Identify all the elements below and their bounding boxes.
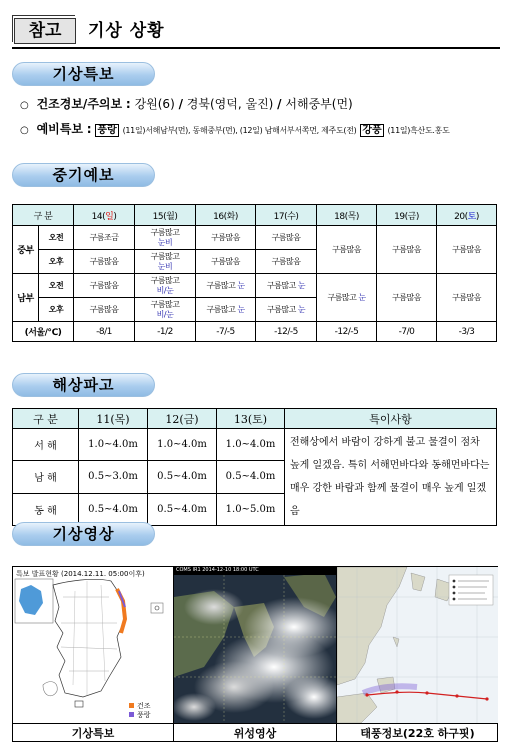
ampm-label: 오후 — [39, 250, 74, 274]
forecast-cell: 구름많고 눈 — [196, 298, 256, 322]
header-cell: 13(토) — [217, 409, 285, 429]
legend-wave: 풍랑 — [137, 711, 151, 719]
forecast-cell: 구름많음 — [74, 250, 135, 274]
temperature-cell: -7/0 — [377, 322, 437, 342]
forecast-cell: 구름많고 눈 — [317, 274, 377, 322]
typhoon-track-graphic — [337, 567, 498, 723]
map-title: 특보 발표현황 (2014.12.11. 05:00이후) — [16, 570, 145, 578]
forecast-cell: 구름많고 비/눈 — [135, 298, 196, 322]
header-day: 16(화) — [196, 205, 256, 226]
table-row — [13, 226, 497, 250]
sea-area: 서 해 — [13, 429, 79, 461]
warning-map — [13, 567, 173, 723]
wind-regions: (11일)흑산도.홍도 — [387, 126, 450, 135]
page-header — [12, 14, 500, 48]
forecast-cell: 구름많고 눈 — [256, 274, 317, 298]
forecast-cell: 구름많고 비/눈 — [135, 274, 196, 298]
region-label: 남부 — [13, 274, 39, 322]
forecast-cell-main: 구름많고 — [150, 227, 180, 237]
wave-cell: 0.5~4.0m — [148, 461, 217, 493]
table-header-row — [13, 409, 497, 429]
forecast-cell: 구름많음 — [196, 250, 256, 274]
preliminary-label: 예비특보 — [36, 122, 83, 136]
wave-cell: 1.0~4.0m — [217, 429, 285, 461]
forecast-cell: 구름많음 — [437, 226, 497, 274]
wave-cell: 0.5~4.0m — [148, 493, 217, 525]
rain-text: 비/눈 — [156, 309, 174, 319]
forecast-cell: 구름많음 — [437, 274, 497, 322]
warning-line-preliminary: ○ 예비특보 : 풍랑 (11일)서해남부(먼), 동해중부(먼), (12일) 남해서부서쪽먼, 제주도(전) 강풍 (11일)흑산도.홍도 — [20, 122, 450, 136]
forecast-cell: 구름많음 — [317, 226, 377, 274]
forecast-cell: 구름조금 — [74, 226, 135, 250]
ampm-label: 오전 — [39, 274, 74, 298]
header-cell: 12(금) — [148, 409, 217, 429]
header-underline — [12, 47, 500, 49]
temperature-cell: -12/-5 — [256, 322, 317, 342]
forecast-cell: 구름많음 — [377, 274, 437, 322]
forecast-cell: 구름많고 눈비 — [135, 250, 196, 274]
weather-images-panel — [12, 566, 498, 742]
wave-cell: 1.0~5.0m — [217, 493, 285, 525]
warning-region-1: 강원(6) — [134, 97, 175, 111]
section-title-warnings: 기상특보 — [12, 62, 155, 86]
sea-area: 동 해 — [13, 493, 79, 525]
satellite-image — [174, 567, 336, 723]
temperature-cell: -1/2 — [135, 322, 196, 342]
wind-tag: 강풍 — [362, 125, 382, 136]
warning-region-3: 서해중부(먼) — [285, 97, 353, 111]
header-cell: 구 분 — [13, 409, 79, 429]
rain-text: 눈비 — [157, 261, 173, 271]
sea-wave-table — [12, 408, 497, 526]
forecast-cell — [135, 226, 196, 250]
typhoon-track-map — [337, 567, 498, 723]
rain-text: 눈비 — [157, 237, 173, 247]
forecast-cell: 구름많음 — [196, 226, 256, 250]
wave-regions: (11일)서해남부(먼), 동해중부(먼), (12일) 남해서부서쪽먼, 제주도(전) — [122, 126, 357, 135]
forecast-cell: 구름많고 눈 — [196, 274, 256, 298]
rain-text: 비/눈 — [156, 285, 174, 295]
satellite-graphic — [174, 567, 336, 723]
warning-label: 건조경보/주의보 — [36, 97, 123, 111]
header-day: 19(금) — [377, 205, 437, 226]
table-row — [13, 429, 497, 461]
header-day: 20(토) — [437, 205, 497, 226]
bullet-icon: ○ — [20, 100, 29, 111]
bullet-icon: ○ — [20, 125, 29, 136]
page-title: 기상 상황 — [88, 21, 165, 41]
wave-cell: 0.5~4.0m — [79, 493, 148, 525]
temperature-cell: -8/1 — [74, 322, 135, 342]
reference-tag: 참고 — [14, 18, 76, 44]
warning-line-dry: ○ 건조경보/주의보 : 강원(6) / 경북(영덕, 울진) / 서해중부(먼) — [20, 97, 353, 111]
header-day: 14(일) — [74, 205, 135, 226]
header-cell: 특이사항 — [285, 409, 497, 429]
header-day: 17(수) — [256, 205, 317, 226]
forecast-cell: 구름많음 — [377, 226, 437, 274]
temperature-label: (서울/℃) — [13, 322, 74, 342]
korea-map-graphic — [13, 567, 173, 723]
caption-typhoon: 태풍정보(22호 하구핏) — [337, 723, 498, 742]
wave-cell: 0.5~3.0m — [79, 461, 148, 493]
wave-cell: 1.0~4.0m — [148, 429, 217, 461]
forecast-cell: 구름많고 눈 — [256, 298, 317, 322]
header-day: 18(목) — [317, 205, 377, 226]
midterm-forecast-table — [12, 204, 497, 342]
section-title-midterm: 중기예보 — [12, 163, 155, 187]
temperature-cell: -7/-5 — [196, 322, 256, 342]
header-cell: 11(목) — [79, 409, 148, 429]
wave-cell: 0.5~4.0m — [217, 461, 285, 493]
temperature-row — [13, 322, 497, 342]
temperature-cell: -12/-5 — [317, 322, 377, 342]
forecast-cell: 구름많음 — [74, 298, 135, 322]
section-title-images: 기상영상 — [12, 522, 155, 546]
section-title-sea: 해상파고 — [12, 373, 155, 397]
ampm-label: 오후 — [39, 298, 74, 322]
table-header-row — [13, 205, 497, 226]
wave-cell: 1.0~4.0m — [79, 429, 148, 461]
forecast-cell: 구름많음 — [256, 226, 317, 250]
header-cell: 구 분 — [13, 205, 74, 226]
caption-warning-map: 기상특보 — [13, 723, 173, 742]
sea-note: 전해상에서 바람이 강하게 불고 물결이 점차 높게 일겠음. 특히 서해먼바다와 동해먼바다는 매우 강한 바람과 함께 물결이 매우 높게 일겠음 — [285, 429, 497, 526]
ampm-label: 오전 — [39, 226, 74, 250]
wave-tag: 풍랑 — [97, 125, 117, 136]
warning-region-2: 경북(영덕, 울진) — [186, 97, 274, 111]
forecast-cell: 구름많음 — [74, 274, 135, 298]
region-label: 중부 — [13, 226, 39, 274]
temperature-cell: -3/3 — [437, 322, 497, 342]
header-day: 15(월) — [135, 205, 196, 226]
sea-area: 남 해 — [13, 461, 79, 493]
caption-satellite: 위성영상 — [174, 723, 336, 742]
table-row — [13, 274, 497, 298]
forecast-cell: 구름많음 — [256, 250, 317, 274]
legend-dry: 건조 — [137, 702, 151, 710]
satellite-header: COMS IR1 2014-12-10 18:00 UTC — [176, 567, 259, 573]
